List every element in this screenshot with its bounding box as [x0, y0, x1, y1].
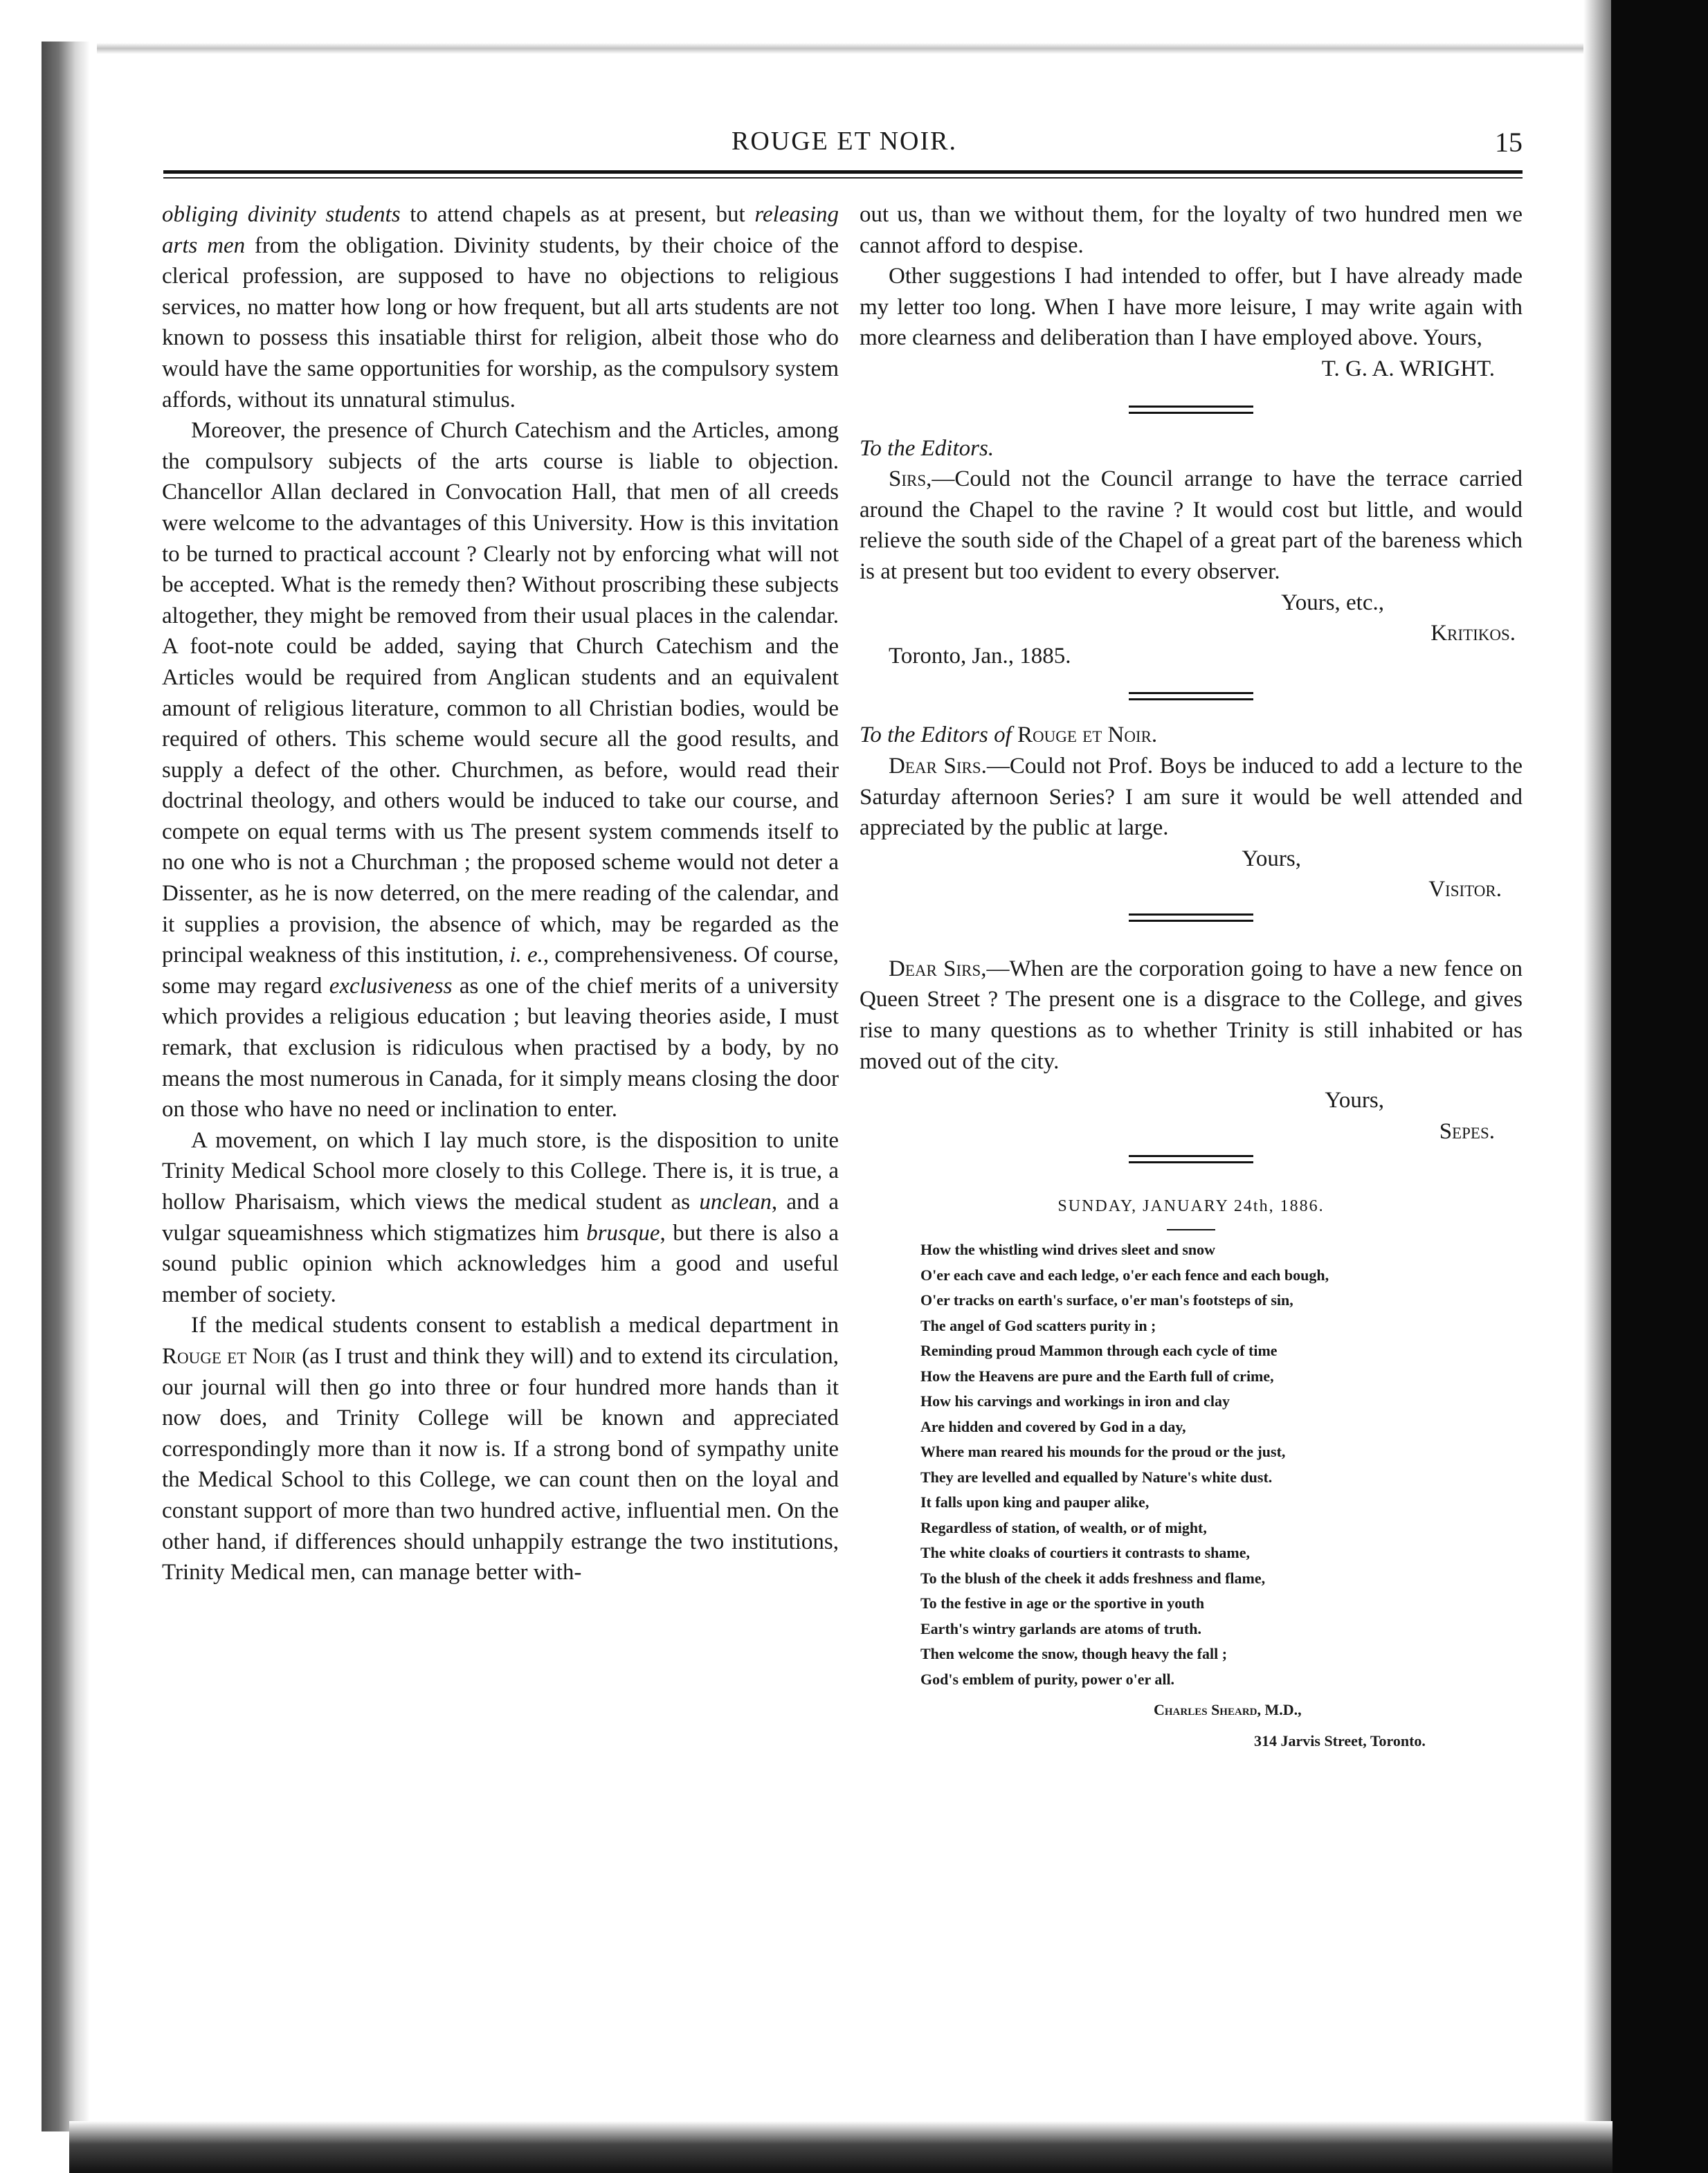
section-separator	[1129, 1155, 1253, 1163]
signature: T. G. A. WRIGHT.	[1321, 356, 1495, 381]
poem	[860, 1237, 1523, 1692]
text-run: , comprehensiveness. Of course, some may regard	[162, 943, 839, 999]
left-column	[162, 199, 839, 1588]
paragraph	[162, 1125, 839, 1311]
letter-body: —Could not the Council arrange to have the terrace carried around the Chapel to the ravine ? It would cost but little, and would relieve the south side of the Chapel of a great part of the bareness which is at present but too evident to every observer.	[860, 466, 1523, 584]
paragraph	[162, 199, 839, 415]
poem-line: Earth's wintry garlands are atoms of truth.	[920, 1619, 1201, 1637]
text-run: (as I trust and think they will) and to extend its circulation, our journal will then go into three or four hundred more hands than it now does, and Trinity College will be known and appreciated correspondingly more than it now is. If a strong bond of sympathy unite the Medical School to this College, we can count then on the loyal and constant support of more than two hundred active, influential men. On the other hand, if differences should unhappily estrange the two institutions, Trinity Medical men, can manage better with-	[162, 1343, 839, 1585]
letter-body: —Could not Prof. Boys be induced to add a lecture to the Saturday afternoon Series? I am sure it would be well attended and appreciated by the public at large.	[860, 753, 1523, 841]
emphasis-run: i. e.	[509, 943, 543, 968]
text-run: to attend chapels as at present, but	[400, 202, 755, 227]
poem-line: How the Heavens are pure and the Earth full of crime,	[920, 1367, 1274, 1385]
page-header	[0, 126, 1708, 167]
poem-line: To the festive in age or the sportive in youth	[920, 1594, 1205, 1612]
poem-address: 314 Jarvis Street, Toronto.	[1254, 1731, 1426, 1749]
dear-sirs-label: Dear Sirs,	[889, 956, 987, 981]
place-date: Toronto, Jan., 1885.	[889, 643, 1071, 669]
poem-line: How the whistling wind drives sleet and snow	[920, 1241, 1216, 1259]
poem-line: Regardless of station, of wealth, or of might,	[920, 1518, 1207, 1536]
section-separator	[1129, 406, 1253, 414]
emphasis-run: exclusiveness	[329, 973, 453, 999]
text-run: , but there is also a sound public opinion which acknowledges him a good and useful member of society.	[162, 1220, 839, 1307]
poem-line: The white cloaks of courtiers it contrasts to shame,	[920, 1544, 1250, 1562]
poem-line: Reminding proud Mammon through each cycle of time	[920, 1342, 1278, 1360]
scan-edge-top	[97, 43, 1606, 54]
running-head: ROUGE ET NOIR.	[731, 127, 957, 156]
poem-title-rule	[1167, 1229, 1215, 1230]
scan-edge-right-fade	[1583, 0, 1611, 2173]
text-run: , and a vulgar squeamishness which stigmatizes him	[162, 1190, 839, 1246]
poem-line: The angel of God scatters purity in ;	[920, 1316, 1156, 1334]
signature: Visitor.	[1428, 877, 1502, 902]
poem-line: O'er each cave and each ledge, o'er each fence and each bough,	[920, 1266, 1329, 1284]
scan-edge-left	[42, 42, 90, 2131]
poem-line: To the blush of the cheek it adds freshness and flame,	[920, 1569, 1266, 1587]
poem-line: Where man reared his mounds for the proud or the just,	[920, 1443, 1286, 1461]
poem-line: God's emblem of purity, power o'er all.	[920, 1670, 1175, 1688]
emphasis-run: brusque	[586, 1220, 660, 1246]
poem-line: Then welcome the snow, though heavy the fall ;	[920, 1645, 1228, 1663]
text-run: A movement, on which I lay much store, is the disposition to unite Trinity Medical School more closely to this College. There is, it is true, a hollow Pharisaism, which views the medical student as	[162, 1127, 839, 1215]
closing: Yours, etc.,	[1281, 590, 1384, 615]
paragraph: Other suggestions I had intended to offer, but I have already made my letter too long. When I have more leisure, I may write again with more clearness and deliberation than I have employed above. Yours,	[860, 264, 1523, 351]
poem-line: They are levelled and equalled by Nature's white dust.	[920, 1468, 1273, 1486]
text-run: as one of the chief merits of a university which provides a religious education ; but leaving theories aside, I must remark, that exclusion is ridiculous when practised by a body, by no means the most numerous in Canada, for it simply means closing the door on those who have no need or inclination to enter.	[162, 973, 839, 1122]
salutation-prefix: To the Editors of	[860, 722, 1017, 748]
poem-author: Charles Sheard, M.D.,	[1154, 1701, 1302, 1719]
paragraph: out us, than we without them, for the loyalty of two hundred men we cannot afford to despise.	[860, 202, 1523, 258]
text-run: Moreover, the presence of Church Catechism and the Articles, among the compulsory subjects of the arts course is liable to objection. Chancellor Allan declared in Convocation Hall, that men of all creeds were welcome to the advantages of this University. How is this invitation to be turned to practical account ? Clearly not by enforcing what will not be accepted. What is the remedy then? Without proscribing these subjects altogether, they might be removed from their usual places in the calendar. A foot-note could be added, saying that Church Catechism and the Articles would be required from Anglican students and an equivalent amount of religious literature, common to all Christian bodies, would be required of others. This scheme would secure all the good results, and supply a defect of the other. Churchmen, as before, would read their doctrinal theology, and others would be induced to take our course, and compete on equal terms with us The present system commends itself to no one who is not a Churchman ; the proposed scheme would not deter a Dissenter, as he is now deterred, on the mere reading of the calendar, and it supplies a provision, the absence of which, may be regarded as the principal weakness of this institution,	[162, 418, 839, 968]
signature: Kritikos.	[1430, 621, 1516, 646]
closing: Yours,	[1325, 1088, 1384, 1113]
sirs-label: Sirs,	[889, 466, 932, 492]
closing: Yours,	[1242, 846, 1301, 871]
scan-edge-bottom	[69, 2121, 1612, 2173]
poem-line: It falls upon king and pauper alike,	[920, 1493, 1150, 1511]
paragraph	[162, 415, 839, 1125]
dear-sirs-label: Dear Sirs.	[889, 753, 987, 779]
poem-title: SUNDAY, JANUARY 24th, 1886.	[1057, 1197, 1325, 1216]
header-rule-thick	[163, 170, 1523, 174]
signature: Sepes.	[1439, 1118, 1495, 1144]
text-run: from the obligation. Divinity students, by their choice of the clerical profession, are supposed to have no objections to religious services, no matter how long or how frequent, but all arts students are not known to possess this insatiable thirst for religion, albeit those who do would have the same opportunities for worship, as the compulsory system affords, without its unnatural stimulus.	[162, 233, 839, 412]
page-number: 15	[1495, 127, 1523, 158]
salutation	[860, 720, 1523, 751]
section-separator	[1129, 692, 1253, 700]
section-separator	[1129, 913, 1253, 922]
salutation-name: Rouge et Noir.	[1017, 722, 1158, 748]
paragraph	[860, 954, 1523, 1077]
paragraph	[162, 1310, 839, 1588]
paragraph	[860, 751, 1523, 844]
salutation: To the Editors.	[860, 435, 994, 461]
paragraph	[860, 464, 1523, 587]
header-rule-thin	[163, 177, 1523, 179]
right-column	[860, 199, 1523, 1756]
text-run: If the medical students consent to establish a medical department in	[191, 1313, 839, 1338]
letter-body: —When are the corporation going to have a new fence on Queen Street ? The present one is a disgrace to the College, and gives rise to many questions as to whether Trinity is still inhabited or has moved out of the city.	[860, 956, 1523, 1074]
scan-edge-right	[1611, 0, 1708, 2173]
poem-line: How his carvings and workings in iron and clay	[920, 1392, 1230, 1410]
poem-line: O'er tracks on earth's surface, o'er man's footsteps of sin,	[920, 1291, 1293, 1309]
emphasis-run: obliging divinity students	[162, 202, 401, 227]
emphasis-run: unclean	[699, 1190, 772, 1215]
small-caps-run: Rouge et Noir	[162, 1343, 296, 1369]
poem-line: Are hidden and covered by God in a day,	[920, 1417, 1186, 1435]
emphasis-run: releasing arts men	[162, 202, 839, 258]
